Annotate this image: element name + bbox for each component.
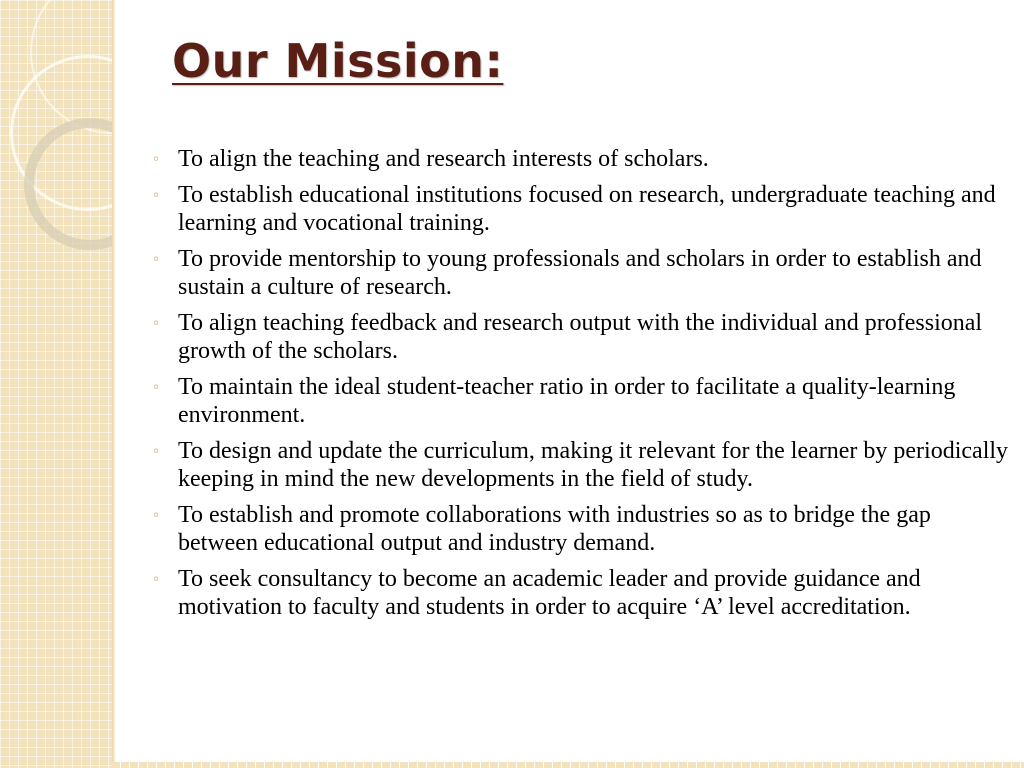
bullet-text: To establish and promote collaborations with industries so as to bridge the gap between educational output and industry demand.	[178, 502, 931, 556]
bullet-item	[150, 181, 1012, 237]
bullet-marker-icon: ◦	[152, 380, 161, 396]
bullet-text: To align the teaching and research interests of scholars.	[178, 146, 709, 172]
bullet-marker-icon: ◦	[152, 508, 161, 524]
slide-title: Our Mission:	[172, 34, 504, 88]
bullet-text: To establish educational institutions focused on research, undergraduate teaching and learning and vocational training.	[178, 182, 996, 236]
bullet-item	[150, 245, 1012, 301]
bullet-marker-icon: ◦	[152, 316, 161, 332]
decorative-sidebar	[0, 0, 112, 768]
bullet-text: To design and update the curriculum, making it relevant for the learner by periodically keeping in mind the new developments in the field of study.	[178, 438, 1009, 492]
bullet-item	[150, 437, 1012, 493]
mission-bullet-list	[150, 145, 1012, 629]
bottom-stripe	[112, 762, 1024, 768]
bullet-text: To seek consultancy to become an academic leader and provide guidance and motivation to faculty and students in order to acquire ‘A’ level accreditation.	[178, 566, 921, 620]
bullet-marker-icon: ◦	[152, 444, 161, 460]
bullet-marker-icon: ◦	[152, 572, 161, 588]
bullet-item	[150, 309, 1012, 365]
bullet-text: To align teaching feedback and research output with the individual and professional growth of the scholars.	[178, 310, 983, 364]
bullet-marker-icon: ◦	[152, 152, 161, 168]
bullet-text: To provide mentorship to young professionals and scholars in order to establish and sustain a culture of research.	[178, 246, 982, 300]
bullet-item	[150, 565, 1012, 621]
bullet-item	[150, 373, 1012, 429]
bullet-marker-icon: ◦	[152, 188, 161, 204]
sidebar-edge	[112, 0, 116, 768]
bullet-item	[150, 145, 1012, 173]
bullet-marker-icon: ◦	[152, 252, 161, 268]
bullet-text: To maintain the ideal student-teacher ratio in order to facilitate a quality-learning environment.	[178, 374, 956, 428]
bullet-item	[150, 501, 1012, 557]
